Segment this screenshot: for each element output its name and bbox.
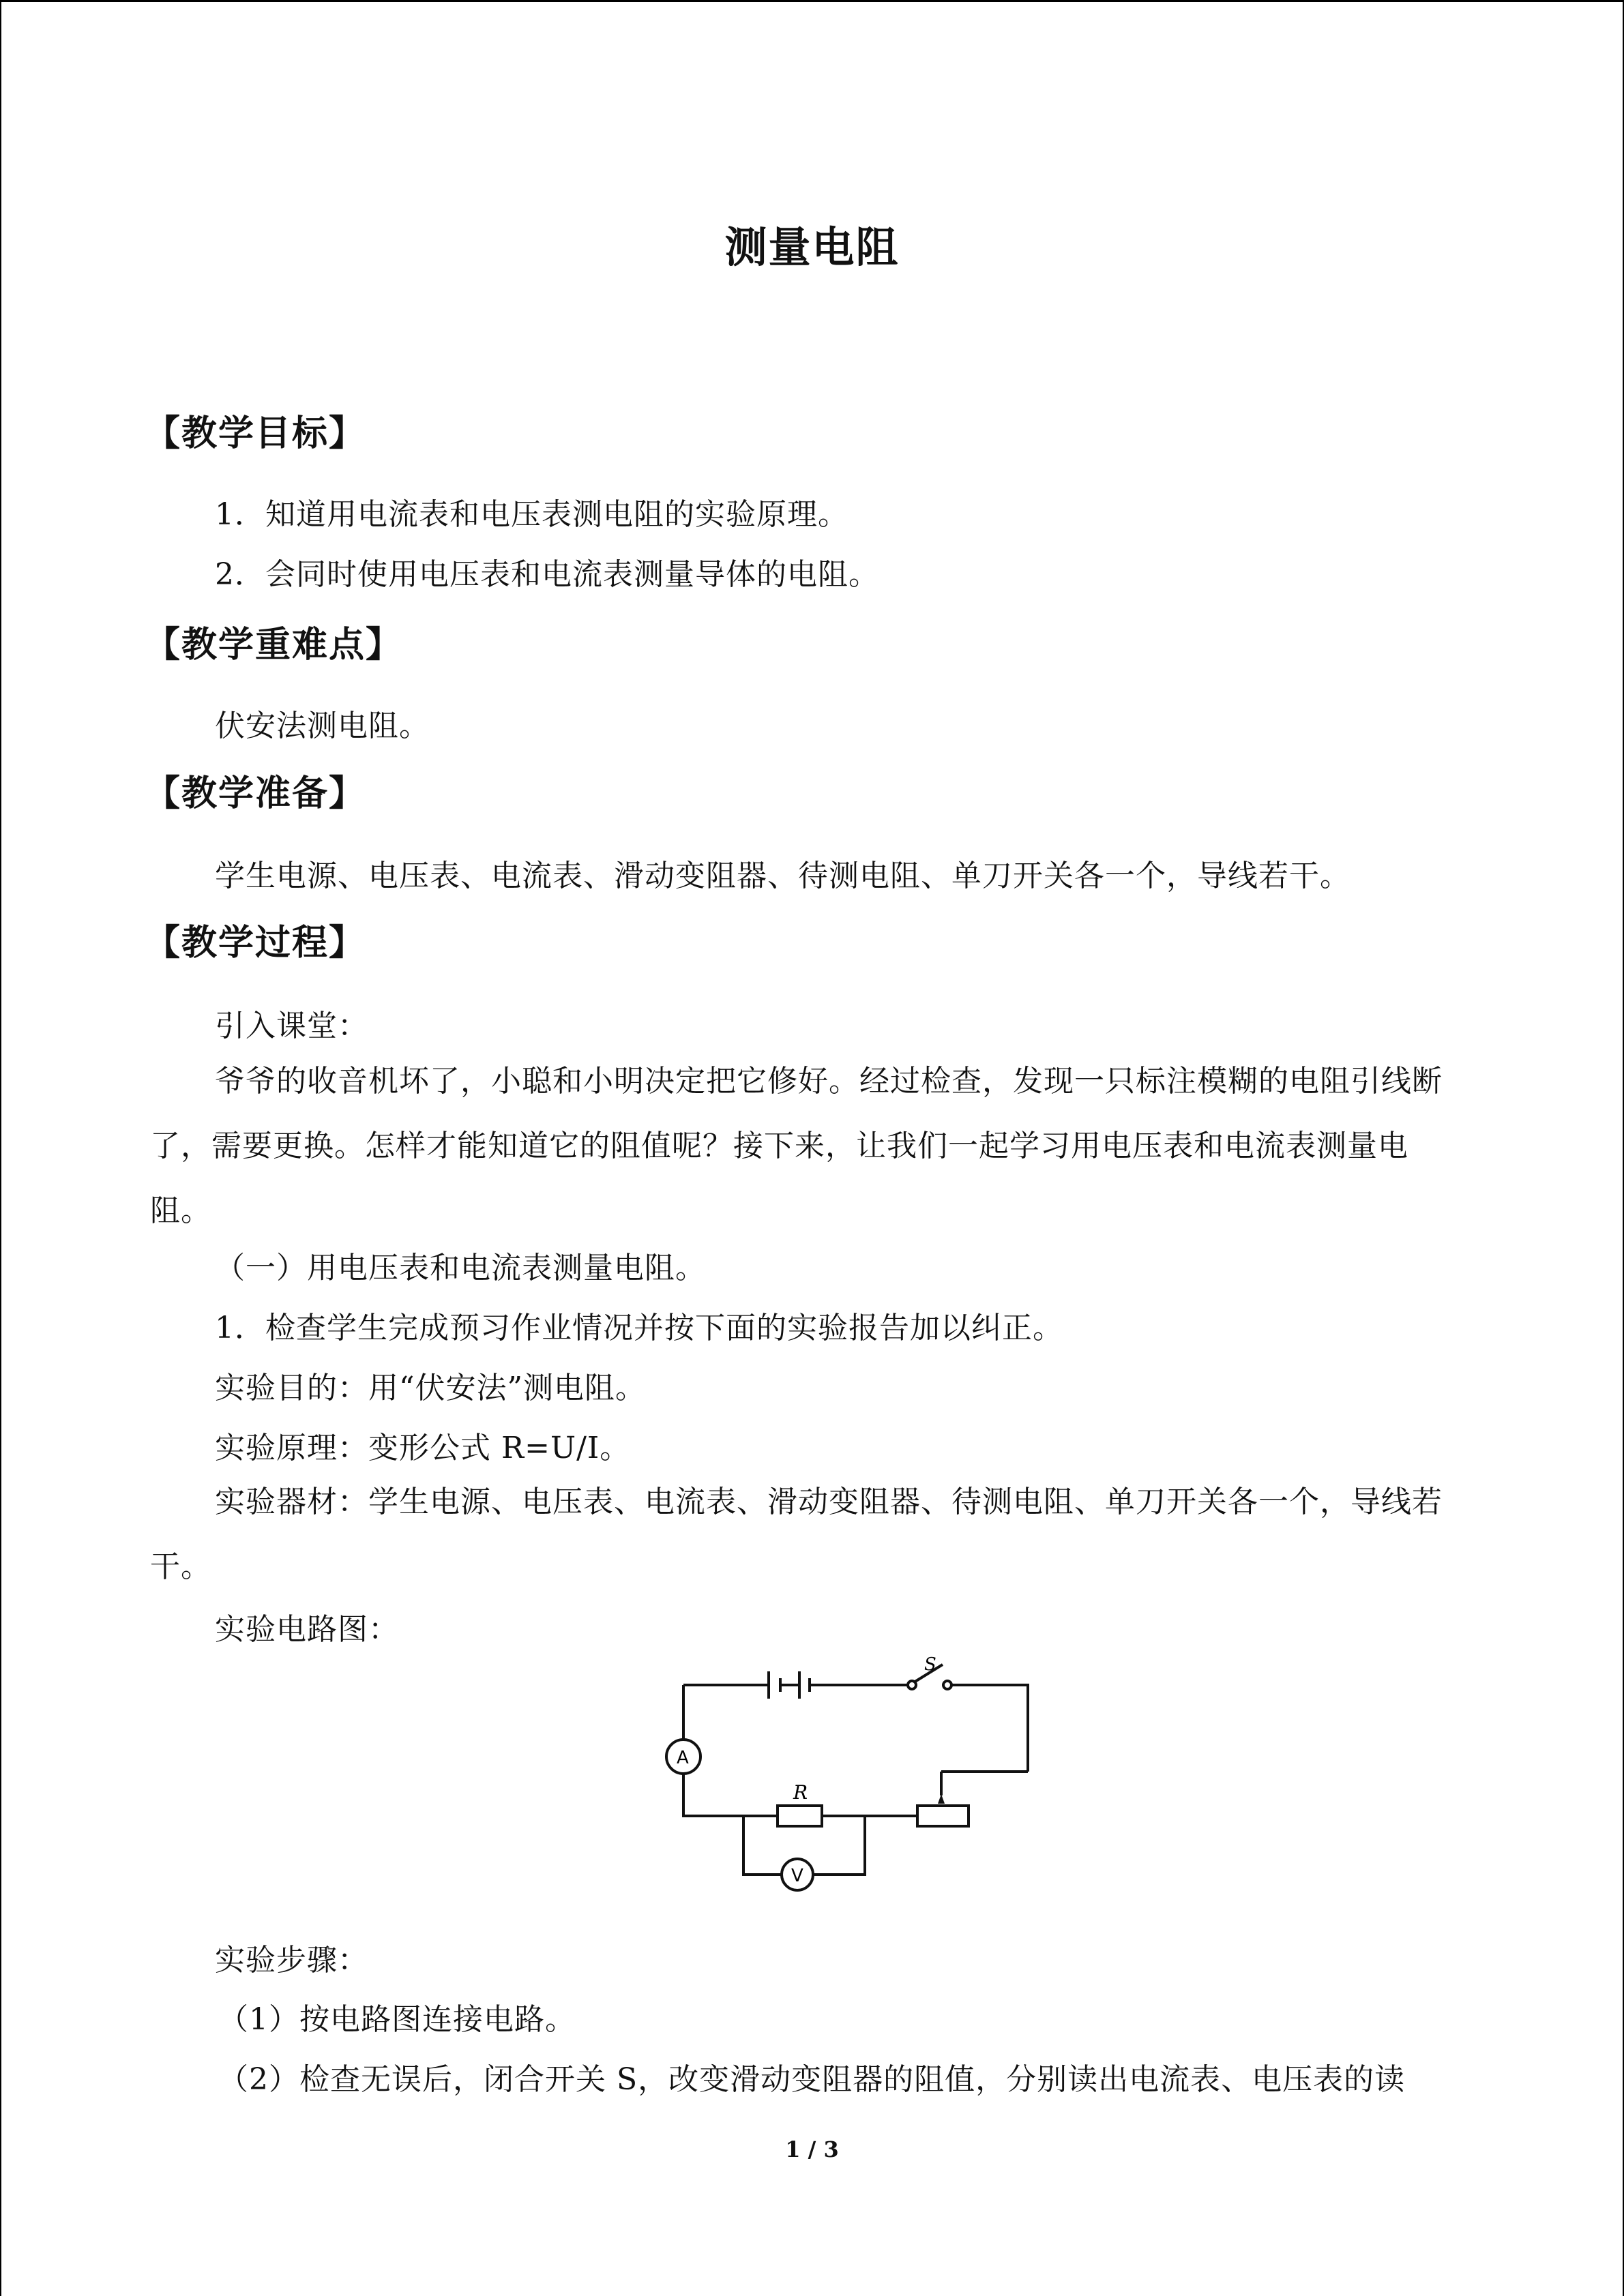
circuit-diagram-label: 实验电路图：: [215, 1612, 399, 1647]
section-heading-goals: 【教学目标】: [145, 413, 366, 454]
experiment-purpose: 实验目的：用“伏安法”测电阻。: [215, 1371, 646, 1405]
experiment-principle: 实验原理：变形公式 R=U/I。: [215, 1431, 631, 1465]
resistor-label: R: [793, 1781, 808, 1804]
preparation-text: 学生电源、电压表、电流表、滑动变阻器、待测电阻、单刀开关各一个，导线若干。: [215, 859, 1350, 893]
left-wire-lower: [683, 1774, 778, 1816]
circuit-diagram: [656, 1652, 1052, 1925]
switch-right-contact: [943, 1681, 951, 1689]
steps-label: 实验步骤：: [215, 1943, 368, 1978]
goal-item-1: 1．知道用电流表和电压表测电阻的实验原理。: [215, 497, 848, 532]
switch-wire-right: [951, 1685, 1028, 1772]
section-heading-process: 【教学过程】: [145, 923, 366, 964]
experiment-materials-paragraph: [150, 1470, 1466, 1599]
section-heading-preparation: 【教学准备】: [145, 773, 366, 814]
switch-label: S: [924, 1654, 936, 1675]
rheostat-symbol: [917, 1806, 969, 1826]
intro-story-paragraph: [150, 1049, 1466, 1243]
intro-story-text: 爷爷的收音机坏了，小聪和小明决定把它修好。经过检查，发现一只标注模糊的电阻引线断了，需要更换。怎样才能知道它的阻值呢？接下来，让我们一起学习用电压表和电流表测量电阻。: [150, 1064, 1443, 1228]
goal-item-2: 2．会同时使用电压表和电流表测量导体的电阻。: [215, 557, 879, 592]
step-1-text: （1）按电路图连接电路。: [218, 2002, 576, 2037]
experiment-materials-text: 实验器材：学生电源、电压表、电流表、滑动变阻器、待测电阻、单刀开关各一个，导线若干。: [150, 1485, 1443, 1584]
check-step-text: 1．检查学生完成预习作业情况并按下面的实验报告加以纠正。: [215, 1311, 1063, 1345]
page-title: 测量电阻: [724, 222, 900, 272]
voltmeter-label: V: [791, 1866, 803, 1886]
ammeter-label: A: [677, 1748, 689, 1768]
intro-label: 引入课堂：: [215, 1009, 368, 1043]
key-points-text: 伏安法测电阻。: [215, 709, 430, 743]
rheostat-slider-arrow: [938, 1794, 945, 1804]
step-2-text: （2）检查无误后，闭合开关 S，改变滑动变阻器的阻值，分别读出电流表、电压表的读: [218, 2062, 1406, 2097]
part-one-heading: （一）用电压表和电流表测量电阻。: [215, 1251, 706, 1285]
page-number: 1 / 3: [785, 2136, 839, 2162]
resistor-symbol: [778, 1806, 822, 1826]
section-heading-key-points: 【教学重难点】: [145, 625, 403, 666]
